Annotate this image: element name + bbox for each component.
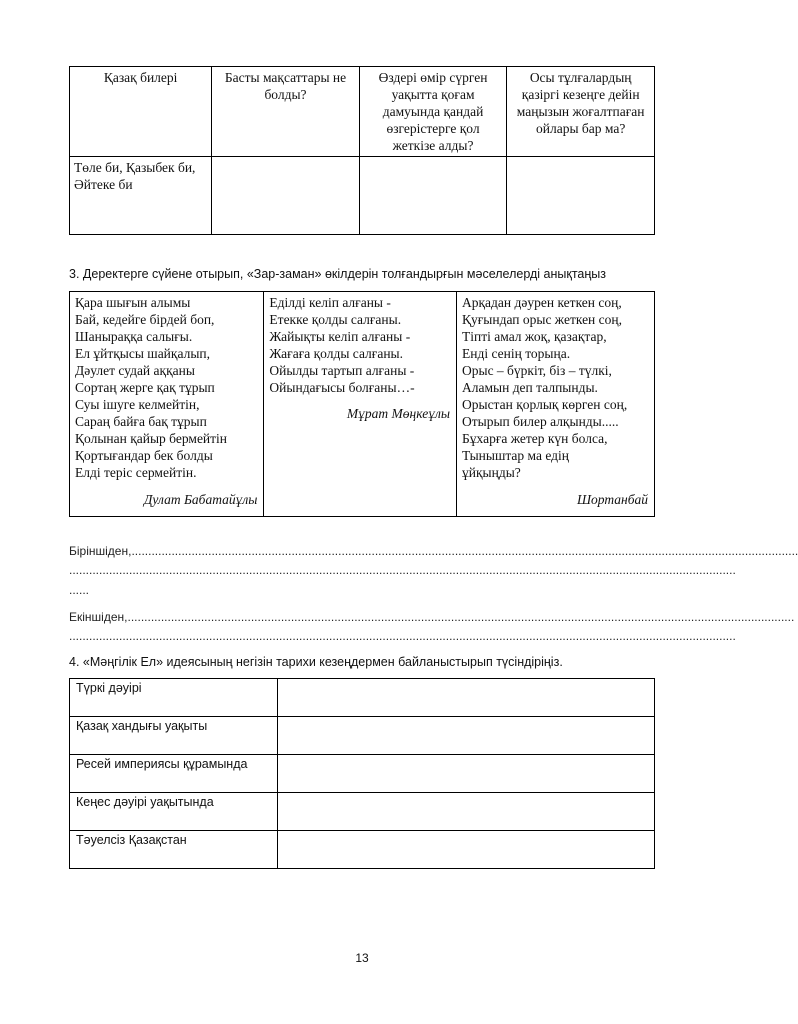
poem-lines <box>75 294 258 481</box>
header-cell <box>359 67 507 157</box>
period-answer-cell[interactable] <box>278 793 655 831</box>
poem-line: Орыстан қорлық көрген соң, <box>462 397 628 412</box>
period-label: Тәуелсіз Қазақстан <box>70 831 278 869</box>
period-label: Түркі дәуірі <box>70 679 278 717</box>
poem-line: Дәулет судай аққаны <box>75 363 195 378</box>
poem-author: Мұрат Мөңкеұлы <box>346 406 450 421</box>
dotted-fill: ........................................................................................................................................................................................................ <box>69 629 736 643</box>
poem-lines <box>462 294 649 481</box>
period-answer-cell[interactable] <box>278 679 655 717</box>
question-3: 3. Деректерге сүйене отырып, «Зар-заман» өкілдерін толғандырғын мәселелерді анықтаңыз <box>69 267 606 281</box>
period-answer-cell[interactable] <box>278 755 655 793</box>
header-text: Басты мақсаттары не болды? <box>224 70 347 102</box>
period-row <box>70 831 655 869</box>
poem-line: Отырып билер алқынды..... <box>462 414 619 429</box>
header-text: Қазақ билері <box>103 70 178 85</box>
poem-lines <box>269 294 451 396</box>
eternal-nation-table <box>69 678 655 869</box>
leaders-table-header <box>70 67 655 157</box>
period-label: Ресей империясы құрамында <box>70 755 278 793</box>
period-answer-cell[interactable] <box>278 717 655 755</box>
poems-table <box>69 291 655 517</box>
period-row <box>70 679 655 717</box>
poem-line: Шаныраққа салығы. <box>75 329 193 344</box>
period-row <box>70 755 655 793</box>
poem-cell-2 <box>264 292 457 517</box>
dotted-fill: ........................................................................................................................................................................................................ <box>131 544 798 558</box>
page-number: 13 <box>355 951 369 965</box>
poem-line: Арқадан дәурен кеткен соң, <box>462 295 622 310</box>
dotted-fill: ........................................................................................................................................................................................................ <box>69 563 736 577</box>
leaders-table-row <box>70 157 655 235</box>
poem-line: Етекке қолды салғаны. <box>269 312 402 327</box>
header-cell <box>70 67 212 157</box>
poem-line: Жағаға қолды салғаны. <box>269 346 403 361</box>
poem-line: Ойылды тартып алғаны - <box>269 363 415 378</box>
poem-line: Енді сенің торыңа. <box>462 346 571 361</box>
leaders-table <box>69 66 655 235</box>
dotted-fill: ........................................................................................................................................................................................................ <box>127 610 795 624</box>
answer-line-dotted[interactable] <box>69 563 736 577</box>
poem-line: Қолынан қайыр бермейтін <box>75 431 228 446</box>
leaders-cell <box>70 157 212 235</box>
header-cell <box>507 67 655 157</box>
poem-line: Бұхарға жетер күн болса, <box>462 431 608 446</box>
first-label: Біріншіден, <box>69 544 132 558</box>
poem-cell-1 <box>70 292 264 517</box>
answer-line-second[interactable] <box>69 610 795 624</box>
poem-cell-3 <box>457 292 655 517</box>
leaders-names: Төле би, Қазыбек би, Әйтеке би <box>74 160 196 192</box>
period-answer-cell[interactable] <box>278 831 655 869</box>
poem-line: Ойындағысы болғаны…- <box>269 380 415 395</box>
poem-line: Тіпті амал жоқ, қазақтар, <box>462 329 607 344</box>
poem-line: Тыныштар ма едің <box>462 448 569 463</box>
poem-line: Аламын деп талпынды. <box>462 380 598 395</box>
period-row <box>70 717 655 755</box>
question-4: 4. «Мәңгілік Ел» идеясының негізін тарихи кезеңдермен байланыстырып түсіндіріңіз. <box>69 655 563 669</box>
poem-line: Сараң байға бақ тұрып <box>75 414 207 429</box>
poem-line: Орыс – бүркіт, біз – түлкі, <box>462 363 612 378</box>
poem-line: Еділді келіп алғаны - <box>269 295 391 310</box>
poem-author: Шортанбай <box>576 492 648 507</box>
poem-line: Жайықты келіп алғаны - <box>269 329 411 344</box>
period-label: Қазақ хандығы уақыты <box>70 717 278 755</box>
answer-line-dotted[interactable] <box>69 629 736 643</box>
poem-line: Қара шығын алымы <box>75 295 191 310</box>
poem-line: Ел ұйтқысы шайқалып, <box>75 346 210 361</box>
poem-line: Қуғындап орыс жеткен соң, <box>462 312 623 327</box>
header-text: Өздері өмір сүрген уақытта қоғам дамуында қандай өзгерістерге қол жеткізе алды? <box>378 70 488 153</box>
second-label: Екіншіден, <box>69 610 128 624</box>
header-text: Осы тұлғалардың қазіргі кезеңге дейін маңызын жоғалтпаған ойлары бар ма? <box>516 70 645 136</box>
answer-cell[interactable] <box>212 157 360 235</box>
answer-line-first[interactable] <box>69 544 798 558</box>
poem-line: Елді теріс сермейтін. <box>75 465 197 480</box>
answer-cell[interactable] <box>507 157 655 235</box>
poem-line: Бай, кедейге бірдей боп, <box>75 312 215 327</box>
period-row <box>70 793 655 831</box>
poem-line: Сортаң жерге қақ тұрып <box>75 380 215 395</box>
poem-line: ұйқыңды? <box>462 465 521 480</box>
poem-line: Қортығандар бек болды <box>75 448 213 463</box>
poem-author: Дулат Бабатайұлы <box>143 492 258 507</box>
answer-line-short[interactable]: ...... <box>69 583 90 597</box>
poem-line: Суы ішуге келмейтін, <box>75 397 200 412</box>
answer-cell[interactable] <box>359 157 507 235</box>
poems-row <box>70 292 655 517</box>
period-label: Кеңес дәуірі уақытында <box>70 793 278 831</box>
header-cell <box>212 67 360 157</box>
